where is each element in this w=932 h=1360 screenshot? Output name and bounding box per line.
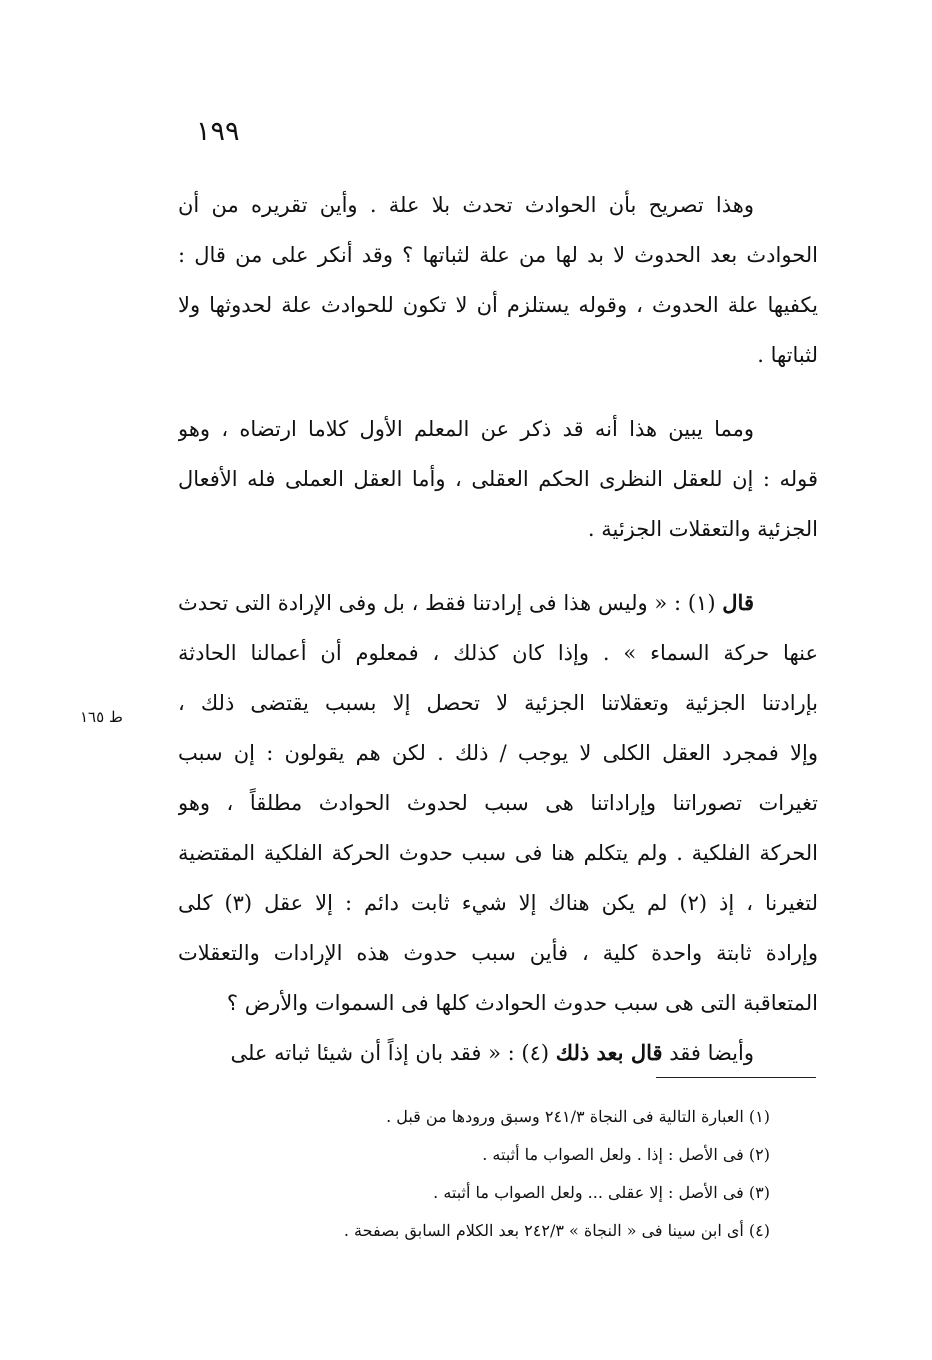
text-line: تغيرات تصوراتنا وإراداتنا هى سبب لحدوث الحوادث مطلقاً ، وهو bbox=[178, 791, 818, 815]
text-line: الجزئية والتعقلات الجزئية . bbox=[587, 517, 818, 541]
text-line: وإرادة ثابتة واحدة كلية ، فأين سبب حدوث هذه الإرادات والتعقلات bbox=[178, 941, 818, 965]
quote-text: (١) : « وليس هذا فى إرادتنا فقط ، بل وفى الإرادة التى تحدث bbox=[178, 591, 723, 615]
paragraph-spacer bbox=[178, 554, 818, 578]
footnotes bbox=[200, 1098, 770, 1250]
footnote-divider bbox=[656, 1077, 816, 1078]
text-line: وهذا تصريح بأن الحوادث تحدث بلا علة . وأين تقريره من أن bbox=[178, 193, 754, 217]
page-number: ١٩٩ bbox=[196, 116, 240, 147]
text-line: قوله : إن للعقل النظرى الحكم العقلى ، وأما العقل العملى فله الأفعال bbox=[178, 467, 818, 491]
footnote-4: (٤) أى ابن سينا فى « النجاة » ٢٤٢/٣ بعد الكلام السابق بصفحة . bbox=[343, 1221, 770, 1240]
text-line: بإرادتنا الجزئية وتعقلاتنا الجزئية لا تحصل إلا بسبب يقتضى ذلك ، bbox=[178, 691, 818, 715]
text-line-first bbox=[178, 578, 818, 628]
footnote-1: (١) العبارة التالية فى النجاة ٢٤١/٣ وسبق ورودها من قبل . bbox=[386, 1107, 770, 1126]
margin-page-reference: ط ١٦٥ bbox=[80, 708, 123, 726]
text-line: لثباتها . bbox=[757, 343, 818, 367]
text-line: لتغيرنا ، إذ (٢) لم يكن هناك إلا شيء ثابت دائم : إلا عقل (٣) كلى bbox=[178, 891, 818, 915]
paragraph-2 bbox=[178, 404, 818, 554]
footnote-3: (٣) فى الأصل : إلا عقلى ... ولعل الصواب ما أثبته . bbox=[433, 1183, 770, 1202]
paragraph-spacer bbox=[178, 380, 818, 404]
text-line: عنها حركة السماء » . وإذا كان كذلك ، فمعلوم أن أعمالنا الحادثة bbox=[178, 641, 818, 665]
paragraph-4 bbox=[178, 1028, 818, 1078]
main-text bbox=[178, 180, 818, 1078]
footnote-2: (٢) فى الأصل : إذا . ولعل الصواب ما أثبته . bbox=[482, 1145, 770, 1164]
paragraph-3 bbox=[178, 578, 818, 1028]
text-line: وإلا فمجرد العقل الكلى لا يوجب / ذلك . لكن هم يقولون : إن سبب bbox=[178, 741, 818, 765]
text-line: الحركة الفلكية . ولم يتكلم هنا فى سبب حدوث الحركة الفلكية المقتضية bbox=[178, 841, 818, 865]
text-lead-in: وأيضا فقد bbox=[662, 1041, 754, 1065]
quote-lead: قال بعد ذلك bbox=[555, 1040, 663, 1065]
text-line: يكفيها علة الحدوث ، وقوله يستلزم أن لا تكون للحوادث علة لحدوثها ولا bbox=[178, 293, 818, 317]
paragraph-1 bbox=[178, 180, 818, 380]
text-line: ومما يبين هذا أنه قد ذكر عن المعلم الأول كلاما ارتضاه ، وهو bbox=[178, 417, 754, 441]
text-line: الحوادث بعد الحدوث لا بد لها من علة لثباتها ؟ وقد أنكر على من قال : bbox=[178, 243, 818, 267]
quote-lead: قال bbox=[722, 590, 754, 615]
quote-text: (٤) : « فقد بان إذاً أن شيئا ثباته على bbox=[230, 1041, 556, 1065]
text-line: المتعاقبة التى هى سبب حدوث الحوادث كلها فى السموات والأرض ؟ bbox=[226, 991, 818, 1015]
text-line-first bbox=[178, 1028, 818, 1078]
